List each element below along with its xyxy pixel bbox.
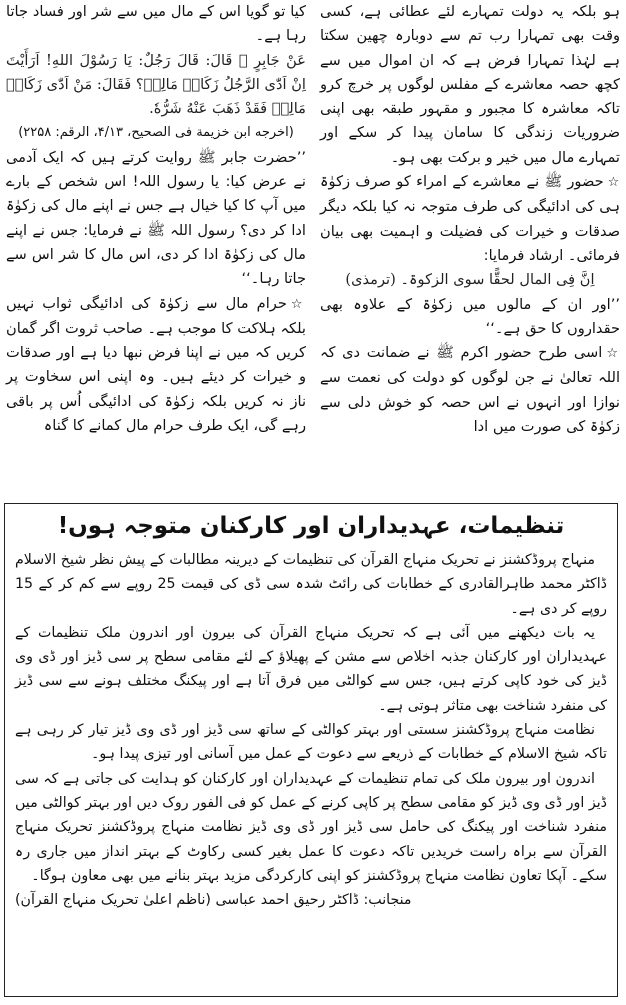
paragraph: [320, 341, 620, 439]
paragraph: ہو بلکہ یہ دولت تمہارے لئے عطائی ہے، کسی وقت بھی تمہارا رب تم سے دوبارہ چھین سکتا ہے لہٰذا تمہارا فرض ہے کہ ان اموال میں سے کچھ حصہ معاشرے کے مفلس لوگوں پر خرچ کرو تاکہ معاشرہ کا مجبور و مقہور طبقہ بھی اپنی ضروریات زندگی کا سامان پیدا کر سکے اور تمہارے مال میں خیر و برکت بھی ہو۔: [320, 3, 620, 166]
paragraph: ’’اور ان کے مالوں میں زکوٰۃ کے علاوہ بھی حقداروں کا حق ہے۔‘‘: [320, 295, 620, 337]
paragraph-text: اسی طرح حضور اکرم ﷺ نے ضمانت دی کہ اللہ تعالیٰ نے جن لوگوں کو دولت کی نعمت سے نوازا اور انہوں نے اس حصہ کو خوش دلی سے زکوٰۃ کی صورت میں ادا: [320, 344, 620, 436]
arabic-quote: اِنَّ فِی المال لحقًّا سوی الزکوۃ۔ (ترمذی): [345, 271, 595, 289]
announcement-box: [4, 503, 618, 997]
paragraph: ’’حضرت جابر ﷺ روایت کرتے ہیں کہ ایک آدمی نے عرض کیا: یا رسول اللہ! اس شخص کے بارے میں آپ کا کیا خیال ہے جس نے اپنے مال کی زکوٰۃ ادا کر دی؟ رسول اللہ ﷺ نے فرمایا: جس نے اپنے مال کی زکوٰۃ ادا کر دی، اس مال کا شر اس سے جاتا رہا۔‘‘: [6, 148, 306, 288]
article-columns: [6, 0, 620, 500]
star-icon: ☆: [607, 175, 620, 191]
hadith-reference: (اخرجه ابن خزیمة فی الصحیح، ۴/۱۳، الرقم: ۲۲۵۸): [18, 125, 294, 141]
arabic-hadith: عَنْ جَابِرٍ ﷺ قَالَ: قَالَ رَجُلٌ: یَا رَسُوْلَ اللهِ! اَرَأَیْتَ اِنْ اَدّٰی الرَّجُلُ زَکَاۃَ مَالِهٖ؟ فَقَالَ: مَنْ اَدّٰی زَکَاۃَ مَالِهٖ فَقَدْ ذَهَبَ عَنْهُ شَرُّهٗ.: [6, 51, 306, 118]
announcement-paragraph: اندرون اور بیرون ملک کی تمام تنظیمات کے عہدیداران اور کارکنان کو ہدایت کی جاتی ہے کہ سی ڈیز اور ڈی وی ڈیز کو مقامی سطح پر کاپی کرنے کے عمل کو فی الفور روک دیں اور بہتر کوالٹی میں منفرد شناخت اور پیکنگ کی حامل سی ڈیز اور ڈی وی ڈیز نظامت منہاج پروڈکشنز تحریک منہاج القرآن سے براہ راست خریدیں تاکہ دعوت کا عمل بغیر کسی رکاوٹ کے بہتر انداز میں جاری رہ سکے۔ آپکا تعاون نظامت منہاج پروڈکشنز کو اپنی کارکردگی مزید بہتر بنانے میں بھی معاون ہوگا۔: [15, 770, 607, 884]
paragraph-text: حضور ﷺ نے معاشرے کے امراء کو صرف زکوٰۃ ہی کی ادائیگی کی طرف متوجہ نہ کیا بلکہ دیگر صدقات و خیرات کی فضیلت و اہمیت بھی بیان فرمائی۔ ارشاد فرمایا:: [320, 173, 620, 264]
star-icon: ☆: [290, 296, 307, 312]
announcement-paragraph: منہاج پروڈکشنز نے تحریک منہاج القرآن کی تنظیمات کے دیرینہ مطالبات کے پیش نظر شیخ الاسلام ڈاکٹر محمد طاہرالقادری کے خطابات کی رائٹ شدہ سی ڈی کی قیمت 25 روپے سے کم کر کے 15 روپے کر دی ہے۔: [15, 552, 607, 617]
announcement-paragraph: نظامت منہاج پروڈکشنز سستی اور بہتر کوالٹی کے ساتھ سی ڈیز اور ڈی وی ڈیز تیار کر رہی ہے تاکہ شیخ الاسلام کے خطابات کے ذریعے سے دعوت کے عمل میں آسانی اور تیزی پیدا ہو۔: [15, 722, 607, 763]
left-column: [6, 0, 306, 500]
paragraph: [320, 170, 620, 268]
paragraph-text: حرام مال سے زکوٰۃ کی ادائیگی ثواب نہیں بلکہ ہلاکت کا موجب ہے۔ صاحب ثروت اگر گمان کریں کہ میں نے اپنا فرض نبھا دیا ہے اور صدقات و خیرات کر دیئے ہیں۔ وہ اپنی اس سخاوت پر ناز نہ کریں بلکہ زکوٰۃ کی ادائیگی اُس پر باقی رہے گی، ایک طرف حرام مال کمانے کا گناہ: [6, 294, 306, 435]
star-icon: ☆: [606, 346, 620, 362]
paragraph: [6, 292, 306, 439]
right-column: [320, 0, 620, 500]
announcement-signature: منجانب: ڈاکٹر رحیق احمد عباسی (ناظم اعلیٰ تحریک منہاج القرآن): [15, 892, 412, 909]
paragraph: کیا تو گویا اس کے مال میں سے شر اور فساد جاتا رہا ہے۔: [6, 3, 306, 45]
announcement-title: تنظیمات، عہدیداران اور کارکنان متوجہ ہوں!: [57, 513, 565, 539]
announcement-paragraph: یہ بات دیکھنے میں آئی ہے کہ تحریک منہاج القرآن کی بیرون اور اندرون ملک تنظیمات کے عہدیداران اور کارکنان جذبہ اخلاص سے مشن کے پھیلاؤ کے لئے مقامی سطح پر سی ڈیز اور ڈی وی ڈیز کی خود کاپی کرتے ہیں، جس سے کوالٹی میں فرق آتا ہے اور پیکنگ مختلف ہونے سے سی ڈیز کی منفرد شناخت بھی متاثر ہوتی ہے۔: [15, 624, 607, 714]
